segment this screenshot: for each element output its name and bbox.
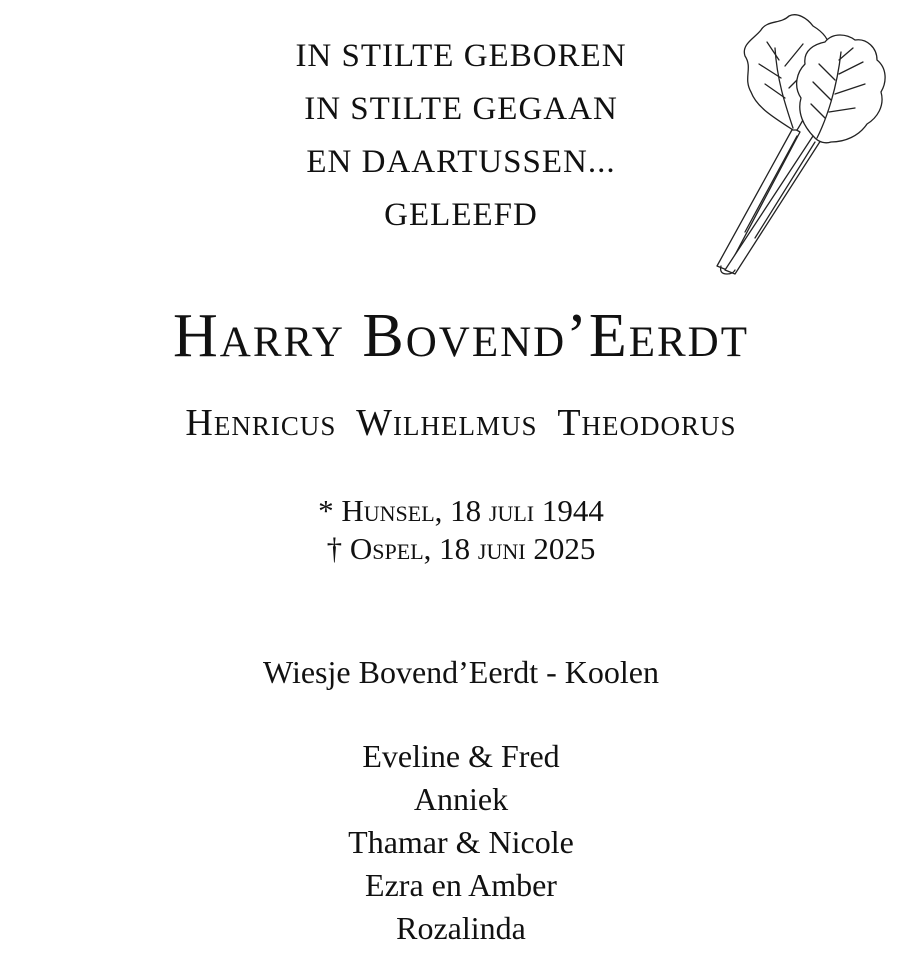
rhubarb-stalk-icon [705, 8, 895, 278]
birth-date: * Hunsel, 18 juli 1944 [318, 493, 604, 528]
life-dates [0, 492, 922, 568]
spouse-name: Wiesje Bovend’Eerdt - Koolen [263, 654, 659, 690]
poem-line: IN STILTE GEGAAN [304, 91, 618, 127]
poem-line: GELEEFD [384, 197, 538, 233]
full-given-names: Henricus Wilhelmus Theodorus [185, 402, 737, 444]
family-member: Anniek [413, 781, 509, 817]
family-member: Rozalinda [396, 910, 526, 946]
family-member: Eveline & Fred [362, 738, 560, 774]
family-list [0, 735, 922, 950]
poem-line: IN STILTE GEBOREN [295, 38, 627, 74]
deceased-name: Harry Bovend’Eerdt [173, 302, 749, 370]
poem-line: EN DAARTUSSEN... [306, 144, 616, 180]
family-member: Thamar & Nicole [348, 824, 574, 860]
death-date: † Ospel, 18 juni 2025 [326, 531, 596, 566]
family-member: Ezra en Amber [365, 867, 557, 903]
